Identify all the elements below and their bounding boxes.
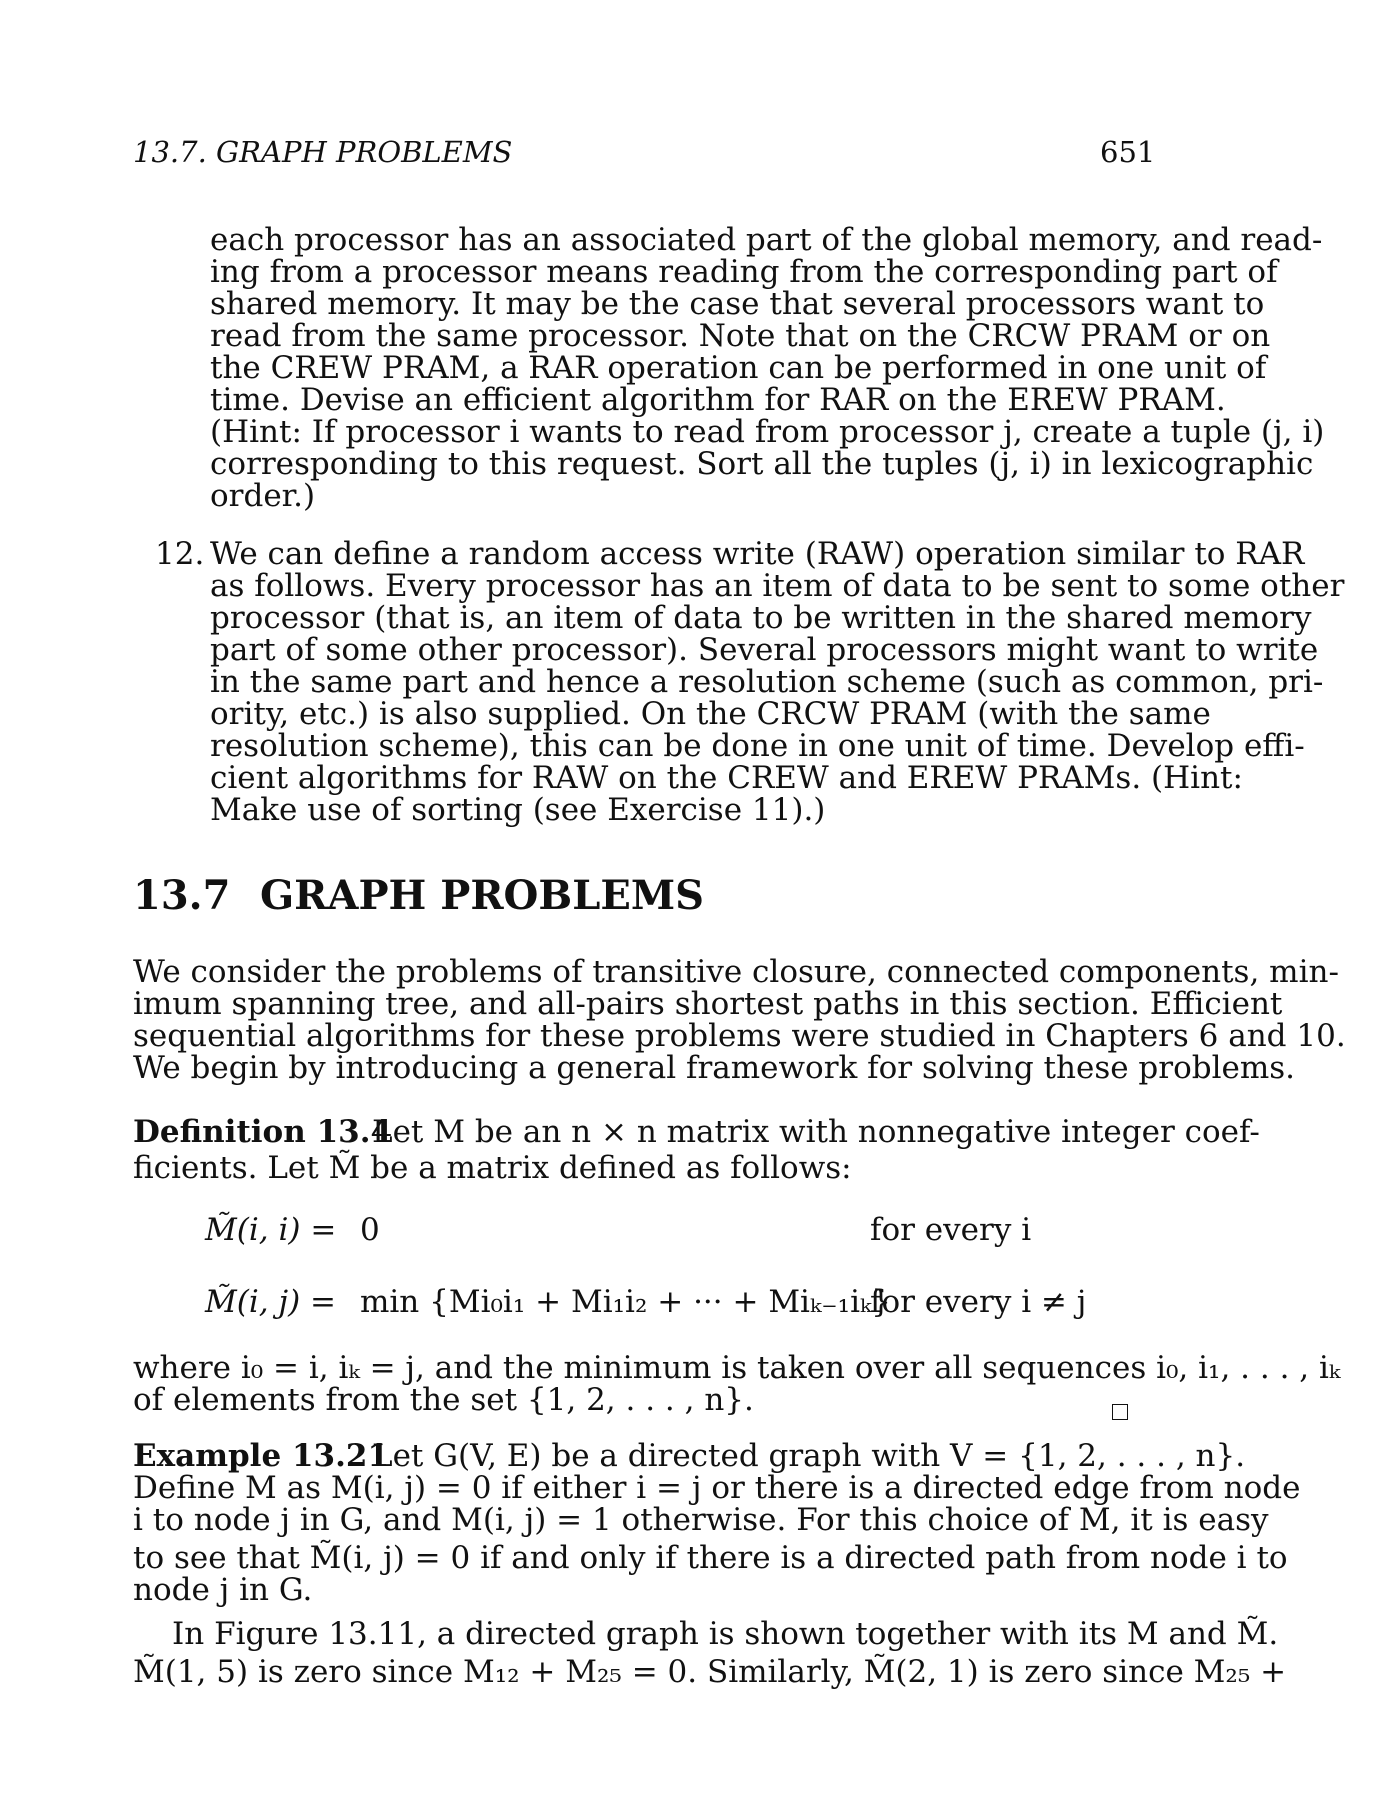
text-line: read from the same processor. Note that on the CRCW PRAM or on — [210, 318, 1271, 354]
text-line: Let M be an n × n matrix with nonnegative integer coef- — [372, 1114, 1260, 1150]
text-line: to see that M̃(i, j) = 0 if and only if there is a directed path from node i to — [133, 1540, 1288, 1576]
section-title: GRAPH PROBLEMS — [260, 872, 704, 919]
text-line: order.) — [210, 478, 316, 514]
text-line: We begin by introducing a general framework for solving these problems. — [133, 1050, 1296, 1086]
text-line: resolution scheme), this can be done in one unit of time. Develop effi- — [210, 728, 1305, 764]
text-line: ing from a processor means reading from the corresponding part of — [210, 254, 1278, 290]
equation-condition: for every i ≠ j — [870, 1284, 1087, 1320]
text-line: the CREW PRAM, a RAR operation can be performed in one unit of — [210, 350, 1267, 386]
exercise-number: 12. — [155, 536, 205, 572]
text-line: Define M as M(i, j) = 0 if either i = j or there is a directed edge from node — [133, 1470, 1301, 1506]
equation-rhs: 0 — [360, 1212, 380, 1248]
text-line: We can define a random access write (RAW) operation similar to RAR — [210, 536, 1305, 572]
running-title: 13.7. GRAPH PROBLEMS — [133, 135, 513, 169]
equation-lhs: M̃(i, i) = — [205, 1212, 337, 1248]
text-line: imum spanning tree, and all-pairs shortest paths in this section. Efficient — [133, 986, 1283, 1022]
text-line: i to node j in G, and M(i, j) = 1 otherwise. For this choice of M, it is easy — [133, 1502, 1269, 1538]
text-line: where i₀ = i, iₖ = j, and the minimum is taken over all sequences i₀, i₁, . . . , iₖ — [133, 1350, 1341, 1386]
text-line: ficients. Let M̃ be a matrix defined as follows: — [133, 1150, 852, 1186]
equation-lhs: M̃(i, j) = — [205, 1284, 336, 1320]
text-line: We consider the problems of transitive closure, connected components, min- — [133, 954, 1339, 990]
example-label: Example 13.21 — [133, 1438, 390, 1474]
section-number: 13.7 — [133, 872, 231, 919]
text-line: shared memory. It may be the case that several processors want to — [210, 286, 1265, 322]
qed-box-icon — [1112, 1392, 1128, 1428]
text-line: corresponding to this request. Sort all the tuples (j, i) in lexicographic — [210, 446, 1314, 482]
equation-condition: for every i — [870, 1212, 1032, 1248]
text-line: (Hint: If processor i wants to read from processor j, create a tuple (j, i) — [210, 414, 1325, 450]
text-line: node j in G. — [133, 1572, 313, 1608]
text-line: cient algorithms for RAW on the CREW and EREW PRAMs. (Hint: — [210, 760, 1243, 796]
equation-rhs: min {Mi₀i₁ + Mi₁i₂ + ··· + Miₖ₋₁iₖ} — [360, 1284, 892, 1320]
definition-label: Definition 13.4 — [133, 1114, 393, 1150]
text-line: time. Devise an efficient algorithm for RAR on the EREW PRAM. — [210, 382, 1226, 418]
text-line: sequential algorithms for these problems were studied in Chapters 6 and 10. — [133, 1018, 1346, 1054]
page-number: 651 — [1100, 135, 1156, 169]
text-line: each processor has an associated part of the global memory, and read- — [210, 222, 1323, 258]
text-line: Let G(V, E) be a directed graph with V = {1, 2, . . . , n}. — [372, 1438, 1246, 1474]
text-line: of elements from the set {1, 2, . . . , n}. — [133, 1382, 754, 1418]
text-line: M̃(1, 5) is zero since M₁₂ + M₂₅ = 0. Similarly, M̃(2, 1) is zero since M₂₅ + — [133, 1654, 1287, 1690]
text-line: part of some other processor). Several processors might want to write — [210, 632, 1319, 668]
text-line: Make use of sorting (see Exercise 11).) — [210, 792, 826, 828]
text-line: In Figure 13.11, a directed graph is shown together with its M and M̃. — [172, 1616, 1279, 1652]
text-line: processor (that is, an item of data to be written in the shared memory — [210, 600, 1312, 636]
text-line: in the same part and hence a resolution scheme (such as common, pri- — [210, 664, 1324, 700]
text-line: as follows. Every processor has an item of data to be sent to some other — [210, 568, 1345, 604]
text-line: ority, etc.) is also supplied. On the CRCW PRAM (with the same — [210, 696, 1211, 732]
